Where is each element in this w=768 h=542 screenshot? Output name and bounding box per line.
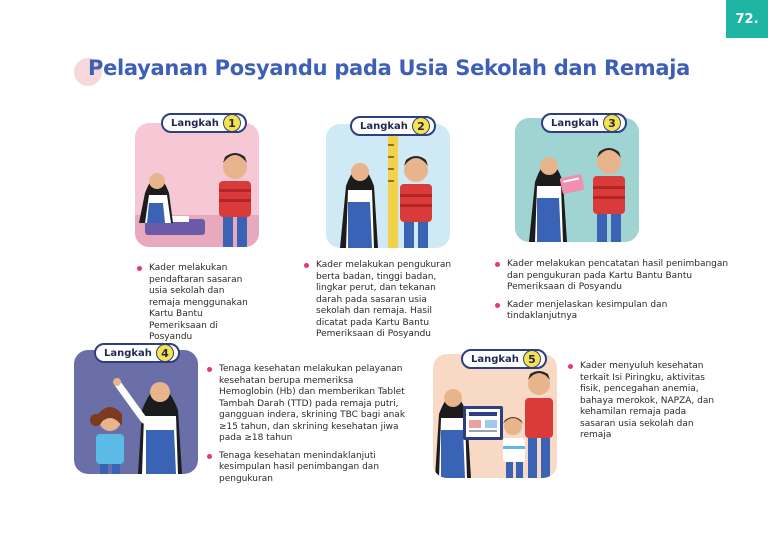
- step-2-label: [350, 116, 436, 136]
- step-word: Langkah: [360, 120, 408, 132]
- step-1-bullets: [137, 263, 257, 350]
- step-2-number: 2: [412, 117, 430, 135]
- step-4-number: 4: [156, 344, 174, 362]
- step-4-label: [94, 343, 180, 363]
- step-word: Langkah: [471, 353, 519, 365]
- step-3-illustration: [515, 118, 639, 242]
- step-4-illustration: [74, 347, 198, 474]
- step-word: Langkah: [171, 117, 219, 129]
- step-3-bullet-1: Kader melakukan pencatatan hasil penimbangan dan pengukuran pada Kartu Bantu Bantu Pemeriksaan di Posyandu: [495, 259, 735, 294]
- step-3-bullets: [495, 259, 735, 329]
- step-3-label: [541, 113, 627, 133]
- step-word: Langkah: [104, 347, 152, 359]
- kader-measuring-height-icon: [326, 124, 450, 248]
- step-5-bullets: [568, 361, 718, 448]
- step-2-illustration: [326, 124, 450, 248]
- step-1-illustration: [135, 123, 259, 247]
- kader-registering-student-icon: [135, 123, 259, 247]
- title-block: [74, 56, 690, 80]
- step-4-bullets: [207, 364, 407, 491]
- page-number: 72.: [726, 0, 768, 38]
- step-word: Langkah: [551, 117, 599, 129]
- step-5-bullet-1: Kader menyuluh kesehatan terkait Isi Piringku, aktivitas fisik, pencegahan anemia, bahaya merokok, NAPZA, dan kehamilan remaja pada sasaran usia sekolah dan remaja: [568, 361, 718, 442]
- step-1-label: [161, 113, 247, 133]
- step-5-number: 5: [523, 350, 541, 368]
- step-3-number: 3: [603, 114, 621, 132]
- step-5-label: [461, 349, 547, 369]
- step-2-bullets: [304, 260, 456, 347]
- step-5-illustration: [433, 354, 557, 478]
- page-title: Pelayanan Posyandu pada Usia Sekolah dan Remaja: [88, 56, 690, 80]
- step-2-bullet-1: Kader melakukan pengukuran berta badan, tinggi badan, lingkar perut, dan tekanan darah pada sasaran usia sekolah dan remaja. Hasil dicatat pada Kartu Bantu Pemeriksaan di Posyandu: [304, 260, 456, 341]
- step-4-bullet-2: Tenaga kesehatan menindaklanjuti kesimpulan hasil penimbangan dan pengukuran: [207, 451, 407, 486]
- health-worker-with-girl-icon: [74, 347, 198, 474]
- step-1-number: 1: [223, 114, 241, 132]
- step-4-bullet-1: Tenaga kesehatan melakukan pelayanan kesehatan berupa memeriksa Hemoglobin (Hb) dan memberikan Tablet Tambah Darah (TTD) pada remaja putri, gangguan indera, skrining TBC bagi anak ≥15 tahun, dan skrining kesehatan jiwa pada ≥18 tahun: [207, 364, 407, 445]
- step-3-bullet-2: Kader menjelaskan kesimpulan dan tindaklanjutnya: [495, 300, 735, 323]
- kader-showing-card-icon: [515, 118, 639, 242]
- counseling-with-poster-icon: [433, 354, 557, 478]
- step-1-bullet-1: Kader melakukan pendaftaran sasaran usia sekolah dan remaja menggunakan Kartu Bantu Pemeriksaan di Posyandu: [137, 263, 257, 344]
